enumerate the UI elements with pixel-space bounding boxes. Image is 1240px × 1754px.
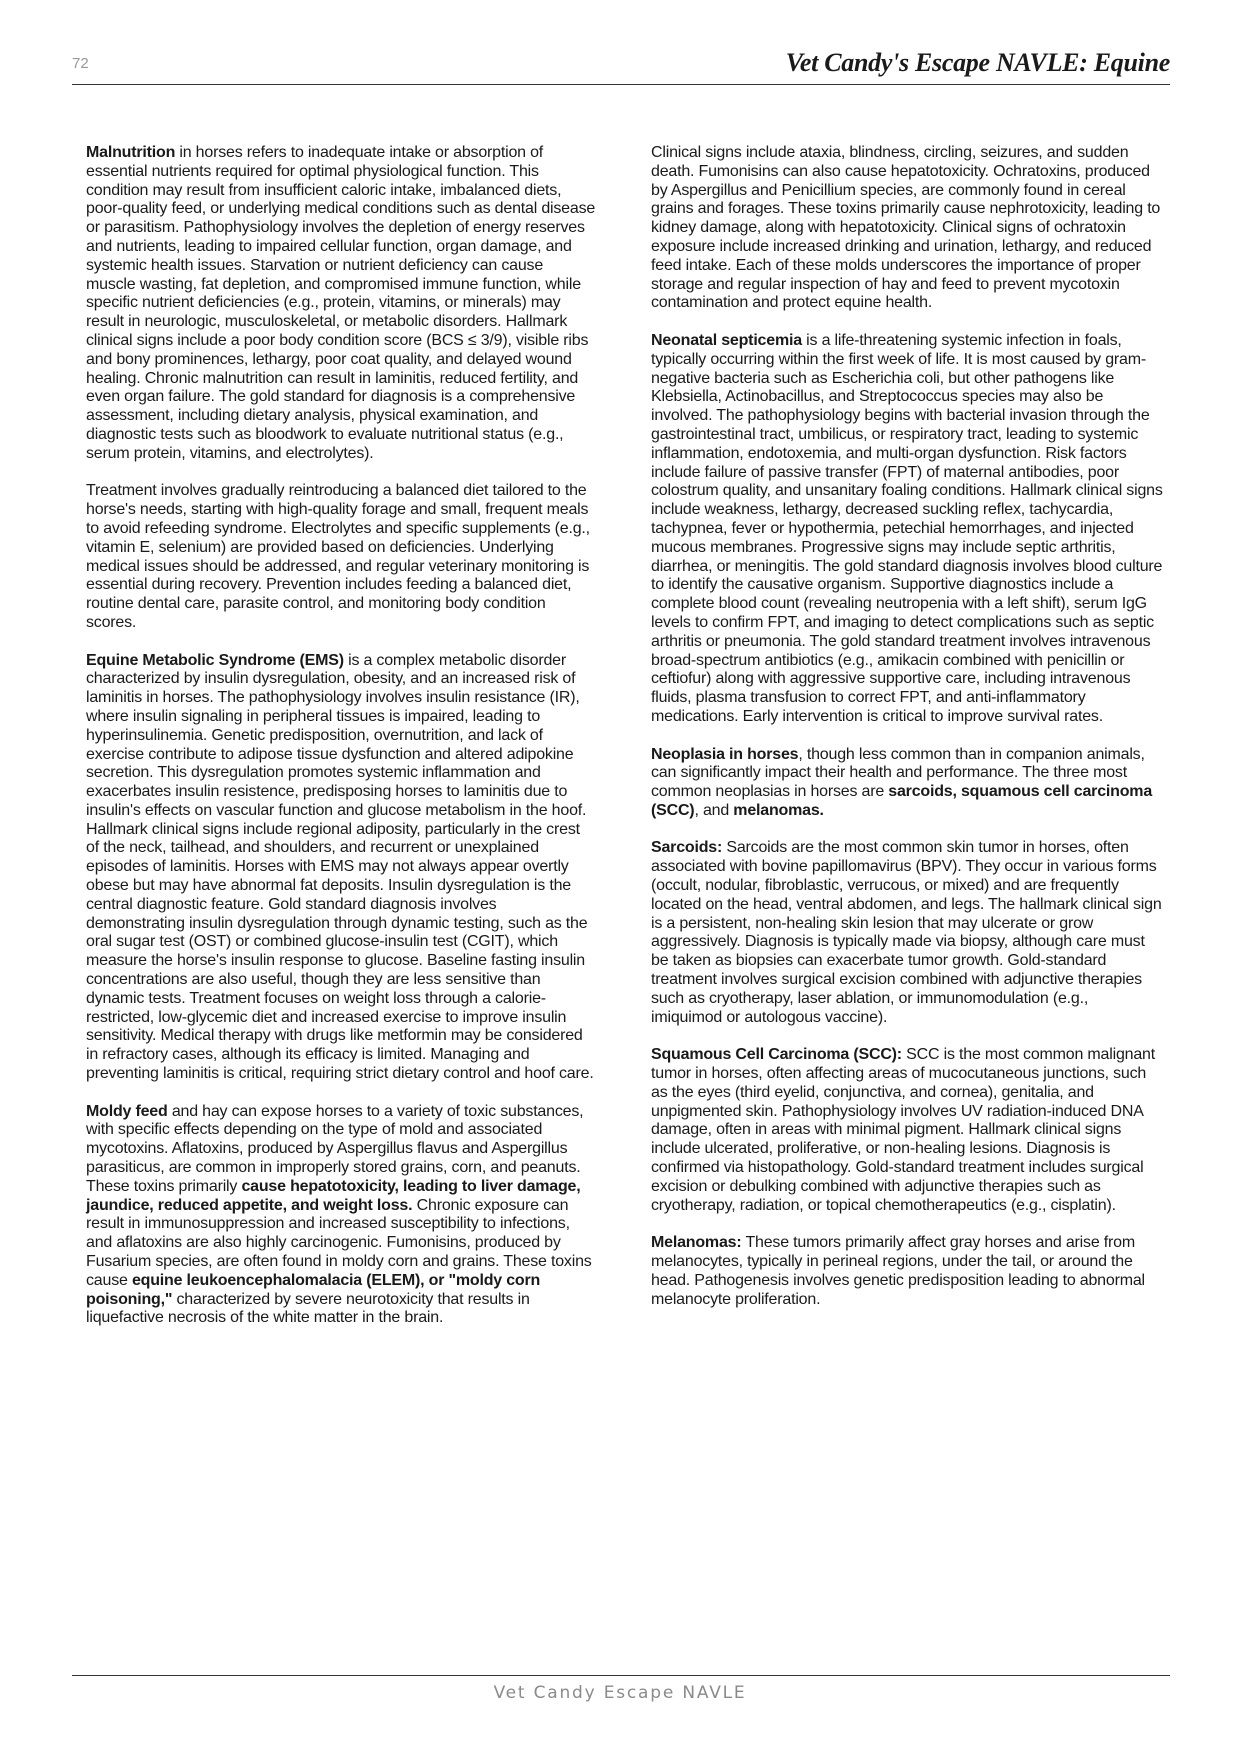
- left-column: [86, 144, 596, 1347]
- moldy-feed-body-3: characterized by severe neurotoxicity that results in liquefactive necrosis of the white matter in the brain.: [86, 1290, 530, 1327]
- ems-paragraph: [86, 652, 596, 1084]
- moldy-feed-bold-2: equine leukoencephalomalacia (ELEM), or "moldy corn poisoning,": [86, 1271, 541, 1308]
- moldy-feed-body-1: and hay can expose horses to a variety of toxic substances, with specific effects depending on the type of mold and associated mycotoxins. Aflatoxins, produced by Aspergillus flavus and Aspergillus parasiticus, are common in improperly stored grains, corn, and peanuts. These toxins primarily: [86, 1102, 584, 1195]
- scc-term: Squamous Cell Carcinoma (SCC):: [651, 1046, 902, 1064]
- page-number: 72: [72, 55, 89, 72]
- melanomas-paragraph: [651, 1234, 1163, 1309]
- header-rule: [72, 84, 1170, 85]
- melanomas-term: Melanomas:: [651, 1234, 742, 1252]
- sarcoids-body: Sarcoids are the most common skin tumor in horses, often associated with bovine papillomavirus (BPV). They occur in various forms (occult, nodular, fibroblastic, verrucous, or mixed) and are frequently located on the head, ventral abdomen, and legs. The hallmark clinical sign is a persistent, non-healing skin lesion that may ulcerate or grow aggressively. Diagnosis is typically made via biopsy, although care must be taken as biopsies can exacerbate tumor growth. Gold-standard treatment involves surgical excision combined with adjunctive therapies such as cryotherapy, laser ablation, or immunomodulation (e.g., imiquimod or autologous vaccine).: [651, 839, 1162, 1026]
- treatment-body: Treatment involves gradually reintroducing a balanced diet tailored to the horse's needs, starting with high-quality forage and small, frequent meals to avoid refeeding syndrome. Electrolytes and specific supplements (e.g., vitamin E, selenium) are provided based on deficiencies. Underlying medical issues should be addressed, and regular veterinary monitoring is essential during recovery. Prevention includes feeding a balanced diet, routine dental care, parasite control, and monitoring body condition scores.: [86, 482, 590, 631]
- treatment-paragraph: [86, 482, 596, 632]
- footer-rule: [72, 1675, 1170, 1676]
- scc-paragraph: [651, 1046, 1163, 1215]
- neoplasia-paragraph: [651, 746, 1163, 821]
- neonatal-body: is a life-threatening systemic infection in foals, typically occurring within the first week of life. It is most caused by gram-negative bacteria such as Escherichia coli, but other pathogens like Klebsiella, Actinobacillus, and Streptococcus species may also be involved. The pathophysiology begins with bacterial invasion through the gastrointestinal tract, umbilicus, or respiratory tract, leading to systemic inflammation, endotoxemia, and multi-organ dysfunction. Risk factors include failure of passive transfer (FPT) of maternal antibodies, poor colostrum quality, and unsanitary foaling conditions. Hallmark clinical signs include weakness, lethargy, decreased suckling reflex, tachycardia, tachypnea, fever or hypothermia, petechial hemorrhages, and injected mucous membranes. Progressive signs may include septic arthritis, diarrhea, or meningitis. The gold standard diagnosis involves blood culture to identify the causative organism. Supportive diagnostics include a complete blood count (revealing neutropenia with a left shift), serum IgG levels to confirm FPT, and imaging to detect complications such as septic arthritis or pneumonia. The gold standard treatment involves intravenous broad-spectrum antibiotics (e.g., amikacin combined with penicillin or ceftiofur) along with aggressive supportive care, including intravenous fluids, plasma transfusion to correct FPT, and anti-inflammatory medications. Early intervention is critical to improve survival rates.: [651, 331, 1163, 725]
- book-title: Vet Candy's Escape NAVLE: Equine: [785, 48, 1170, 77]
- moldy-feed-body-2: Chronic exposure can result in immunosuppression and increased susceptibility to infections, and aflatoxins are also highly carcinogenic. Fumonisins, produced by Fusarium species, are often found in moldy corn and grains. These toxins cause: [86, 1196, 592, 1289]
- neonatal-paragraph: [651, 332, 1163, 727]
- footer-text: Vet Candy Escape NAVLE: [493, 1683, 747, 1703]
- neoplasia-term: Neoplasia in horses: [651, 745, 799, 763]
- malnutrition-term: Malnutrition: [86, 144, 176, 161]
- scc-body: SCC is the most common malignant tumor in horses, often affecting areas of mucocutaneous junctions, such as the eyes (third eyelid, conjunctiva, and cornea), genitalia, and unpigmented skin. Pathophysiology involves UV radiation-induced DNA damage, often in areas with minimal pigment. Hallmark clinical signs include ulcerated, proliferative, or non-healing lesions. Diagnosis is confirmed via histopathology. Gold-standard treatment includes surgical excision or debulking combined with adjunctive therapies such as cryotherapy, radiation, or topical chemotherapeutics (e.g., cisplatin).: [651, 1046, 1155, 1214]
- malnutrition-paragraph: [86, 144, 596, 464]
- moldy-feed-term: Moldy feed: [86, 1102, 168, 1120]
- neonatal-term: Neonatal septicemia: [651, 331, 802, 349]
- sarcoids-paragraph: [651, 839, 1163, 1027]
- right-column: [651, 144, 1163, 1328]
- neoplasia-body: , though less common than in companion animals, can significantly impact their health and performance. The three most common neoplasias in horses are: [651, 745, 1145, 801]
- moldy-feed-continued-paragraph: [651, 144, 1163, 313]
- sarcoids-term: Sarcoids:: [651, 839, 723, 857]
- neoplasia-mid: , and: [694, 801, 734, 819]
- neoplasia-bold-2: melanomas.: [733, 801, 824, 819]
- melanomas-body: These tumors primarily affect gray horses and arise from melanocytes, typically in perineal regions, under the tail, or around the head. Pathogenesis involves genetic predisposition leading to abnormal melanocyte proliferation.: [651, 1234, 1145, 1308]
- moldy-feed-paragraph: [86, 1103, 596, 1329]
- ems-term: Equine Metabolic Syndrome (EMS): [86, 651, 344, 669]
- moldy-feed-continued-body: Clinical signs include ataxia, blindness, circling, seizures, and sudden death. Fumonisins can also cause hepatotoxicity. Ochratoxins, produced by Aspergillus and Penicillium species, are commonly found in cereal grains and forages. These toxins primarily cause nephrotoxicity, leading to kidney damage, along with hepatotoxicity. Clinical signs of ochratoxin exposure include increased drinking and urination, lethargy, and reduced feed intake. Each of these molds underscores the importance of proper storage and regular inspection of hay and feed to prevent mycotoxin contamination and protect equine health.: [651, 144, 1161, 312]
- malnutrition-body: in horses refers to inadequate intake or absorption of essential nutrients required for optimal physiological function. This condition may result from insufficient caloric intake, imbalanced diets, poor-quality feed, or underlying medical conditions such as dental disease or parasitism. Pathophysiology involves the depletion of energy reserves and nutrients, leading to impaired cellular function, organ damage, and systemic health issues. Starvation or nutrient deficiency can cause muscle wasting, fat depletion, and compromised immune function, while specific nutrient deficiencies (e.g., protein, vitamins, or minerals) may result in neurologic, musculoskeletal, or metabolic disorders. Hallmark clinical signs include a poor body condition score (BCS ≤ 3/9), visible ribs and bony prominences, lethargy, poor coat quality, and delayed wound healing. Chronic malnutrition can result in laminitis, reduced fertility, and even organ failure. The gold standard for diagnosis is a comprehensive assessment, including dietary analysis, physical examination, and diagnostic tests such as bloodwork to evaluate nutritional status (e.g., serum protein, vitamins, and electrolytes).: [86, 144, 596, 462]
- neoplasia-bold-1: sarcoids, squamous cell carcinoma (SCC): [651, 783, 1153, 819]
- ems-body: is a complex metabolic disorder characterized by insulin dysregulation, obesity, and an increased risk of laminitis in horses. The pathophysiology involves insulin resistance (IR), where insulin signaling in peripheral tissues is impaired, leading to hyperinsulinemia. Genetic predisposition, overnutrition, and lack of exercise contribute to adipose tissue dysfunction and altered adipokine secretion. This dysregulation promotes systemic inflammation and exacerbates insulin resistence, predisposing horses to laminitis due to insulin's effects on vascular function and glucose metabolism in the hoof. Hallmark clinical signs include regional adiposity, particularly in the crest of the neck, tailhead, and shoulders, and recurrent or unexplained episodes of laminitis. Horses with EMS may not always appear overtly obese but may have abnormal fat deposits. Insulin dysregulation is the central diagnostic feature. Gold standard diagnosis involves demonstrating insulin dysregulation through dynamic testing, such as the oral sugar test (OST) or combined glucose-insulin test (CGIT), which measure the horse's insulin response to glucose. Baseline fasting insulin concentrations are also useful, though they are less sensitive than dynamic tests. Treatment focuses on weight loss through a calorie-restricted, low-glycemic diet and increased exercise to improve insulin sensitivity. Medical therapy with drugs like metformin may be considered in refractory cases, although its efficacy is limited. Managing and preventing laminitis is critical, requiring strict dietary control and hoof care.: [86, 651, 594, 1083]
- moldy-feed-bold-1: cause hepatotoxicity, leading to liver damage, jaundice, reduced appetite, and weight loss.: [86, 1177, 581, 1214]
